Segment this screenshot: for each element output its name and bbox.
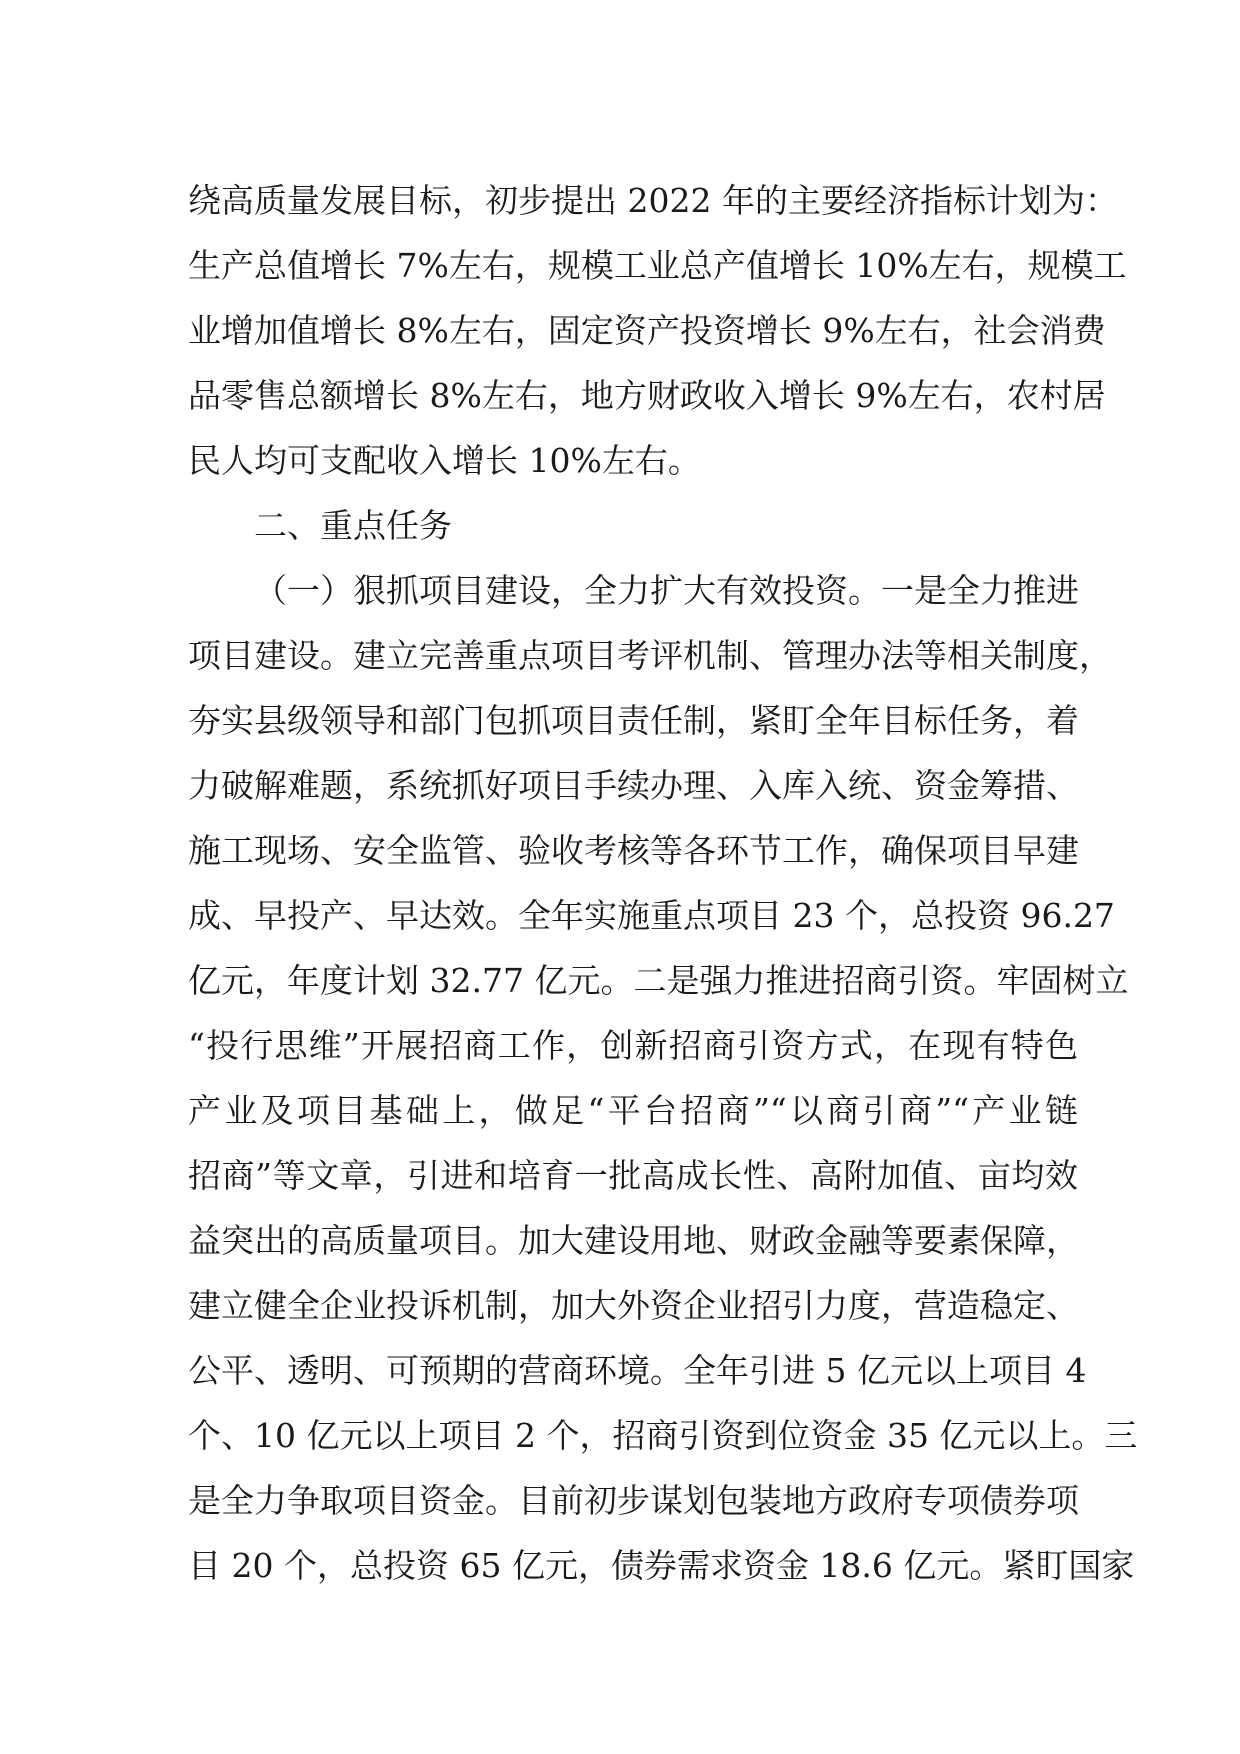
text-line: 建立健全企业投诉机制，加大外资企业招引力度，营造稳定、	[188, 1286, 1079, 1325]
text-line: 生产总值增长 7%左右，规模工业总产值增长 10%左右，规模工	[188, 246, 1127, 285]
text-line: 业增加值增长 8%左右，固定资产投资增长 9%左右，社会消费	[188, 311, 1106, 350]
text-line: 力破解难题，系统抓好项目手续办理、入库入统、资金筹措、	[188, 766, 1079, 805]
text-line: 二、重点任务	[254, 506, 452, 545]
text-line: 施工现场、安全监管、验收考核等各环节工作，确保项目早建	[188, 831, 1079, 870]
text-line: 是全力争取项目资金。目前初步谋划包装地方政府专项债券项	[188, 1481, 1079, 1520]
body-text	[188, 168, 1138, 1598]
text-line: 品零售总额增长 8%左右，地方财政收入增长 9%左右，农村居	[188, 376, 1106, 415]
text-line: 产业及项目基础上，做足“平台招商”“以商引商”“产业链	[188, 1091, 1078, 1130]
text-line: 绕高质量发展目标，初步提出 2022 年的主要经济指标计划为：	[188, 181, 1118, 220]
text-line: 目 20 个，总投资 65 亿元，债券需求资金 18.6 亿元。紧盯国家	[188, 1546, 1135, 1585]
text-line: 招商”等文章，引进和培育一批高成长性、高附加值、亩均效	[188, 1156, 1078, 1195]
text-line: “投行思维”开展招商工作，创新招商引资方式，在现有特色	[188, 1026, 1078, 1065]
text-line: （一）狠抓项目建设，全力扩大有效投资。一是全力推进	[254, 571, 1079, 610]
text-line: 公平、透明、可预期的营商环境。全年引进 5 亿元以上项目 4	[188, 1351, 1087, 1390]
text-line: 成、早投产、早达效。全年实施重点项目 23 个，总投资 96.27	[188, 896, 1115, 935]
text-line: 民人均可支配收入增长 10%左右。	[188, 441, 701, 480]
text-line: 个、10 亿元以上项目 2 个，招商引资到位资金 35 亿元以上。三	[188, 1416, 1138, 1455]
text-line: 项目建设。建立完善重点项目考评机制、管理办法等相关制度，	[188, 636, 1112, 675]
text-line: 夯实县级领导和部门包抓项目责任制，紧盯全年目标任务，着	[188, 701, 1079, 740]
text-line: 亿元，年度计划 32.77 亿元。二是强力推进招商引资。牢固树立	[188, 961, 1129, 1000]
text-line: 益突出的高质量项目。加大建设用地、财政金融等要素保障，	[188, 1221, 1079, 1260]
